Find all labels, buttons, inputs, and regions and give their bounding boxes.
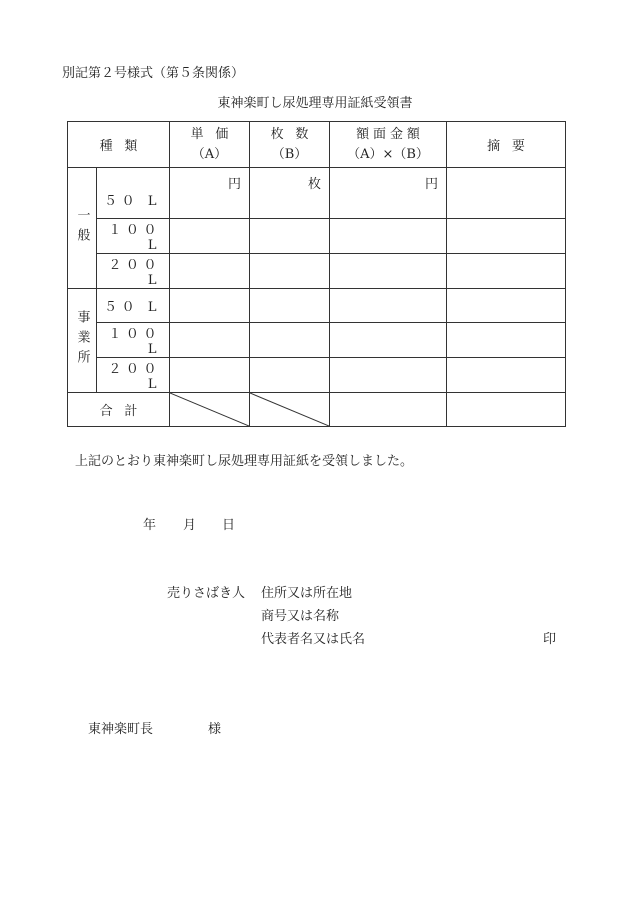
- remarks-cell: [447, 254, 566, 289]
- amount-cell: [330, 219, 447, 254]
- remarks-cell: [447, 358, 566, 393]
- receipt-table: [67, 121, 566, 427]
- amount-cell: [330, 358, 447, 393]
- amount-cell: [330, 289, 447, 323]
- table-header-row: [68, 122, 566, 168]
- seller-representative-label: 代表者名又は氏名: [261, 632, 366, 647]
- total-row: [68, 393, 566, 427]
- diagonal-slash: [250, 393, 329, 426]
- unit-price-cell: [170, 358, 250, 393]
- unit-price-cell: [170, 289, 250, 323]
- diagonal-slash: [170, 393, 249, 426]
- quantity-cell: [250, 219, 330, 254]
- total-remarks-cell: [447, 393, 566, 427]
- header-type: 種類: [68, 122, 170, 168]
- unit-price-cell: [170, 219, 250, 254]
- remarks-cell: [447, 219, 566, 254]
- remarks-cell: [447, 168, 566, 219]
- group-label-general: 一般: [68, 168, 97, 289]
- total-unit-price-crossed: [170, 393, 250, 427]
- size-label: １００ L: [97, 323, 170, 358]
- header-remarks: 摘要: [447, 122, 566, 168]
- size-label: １００ L: [97, 219, 170, 254]
- document-title: 東神楽町し尿処理専用証紙受領書: [217, 96, 413, 111]
- size-label: ２００ L: [97, 358, 170, 393]
- seller-address-label: 住所又は所在地: [261, 586, 353, 601]
- date-year-label: 年: [143, 518, 157, 533]
- total-quantity-crossed: [250, 393, 330, 427]
- form-number: 別記第２号様式（第５条関係）: [62, 66, 245, 81]
- addressee-name: 東神楽町長: [88, 722, 154, 737]
- group-label-business: 事業所: [68, 289, 97, 393]
- unit-sheets: 枚: [250, 168, 330, 219]
- table-row: [68, 219, 566, 254]
- size-label: ５０ L: [97, 168, 170, 219]
- table-row: [68, 358, 566, 393]
- size-label: ２００ L: [97, 254, 170, 289]
- header-quantity: 枚数 （B）: [250, 122, 330, 168]
- amount-cell: [330, 254, 447, 289]
- total-amount-cell: [330, 393, 447, 427]
- seller-label: 売りさばき人: [167, 586, 246, 601]
- date-month-label: 月: [183, 518, 197, 533]
- seller-trade-name-label: 商号又は名称: [261, 609, 340, 624]
- quantity-cell: [250, 323, 330, 358]
- remarks-cell: [447, 323, 566, 358]
- table-row: [68, 254, 566, 289]
- date-day-label: 日: [222, 518, 236, 533]
- unit-yen: 円: [170, 168, 250, 219]
- amount-cell: [330, 323, 447, 358]
- table-row: [68, 323, 566, 358]
- unit-price-cell: [170, 323, 250, 358]
- total-label: 合計: [68, 393, 170, 427]
- quantity-cell: [250, 289, 330, 323]
- unit-price-cell: [170, 254, 250, 289]
- size-label: ５０ L: [97, 289, 170, 323]
- header-amount: 額面金額 （A）×（B）: [330, 122, 447, 168]
- addressee-honorific: 様: [208, 722, 222, 737]
- header-unit-price: 単価 （A）: [170, 122, 250, 168]
- quantity-cell: [250, 358, 330, 393]
- remarks-cell: [447, 289, 566, 323]
- unit-yen: 円: [330, 168, 447, 219]
- quantity-cell: [250, 254, 330, 289]
- seal-mark: 印: [543, 632, 557, 647]
- table-row: [68, 289, 566, 323]
- table-row: [68, 168, 566, 219]
- received-statement: 上記のとおり東神楽町し尿処理専用証紙を受領しました。: [75, 454, 414, 469]
